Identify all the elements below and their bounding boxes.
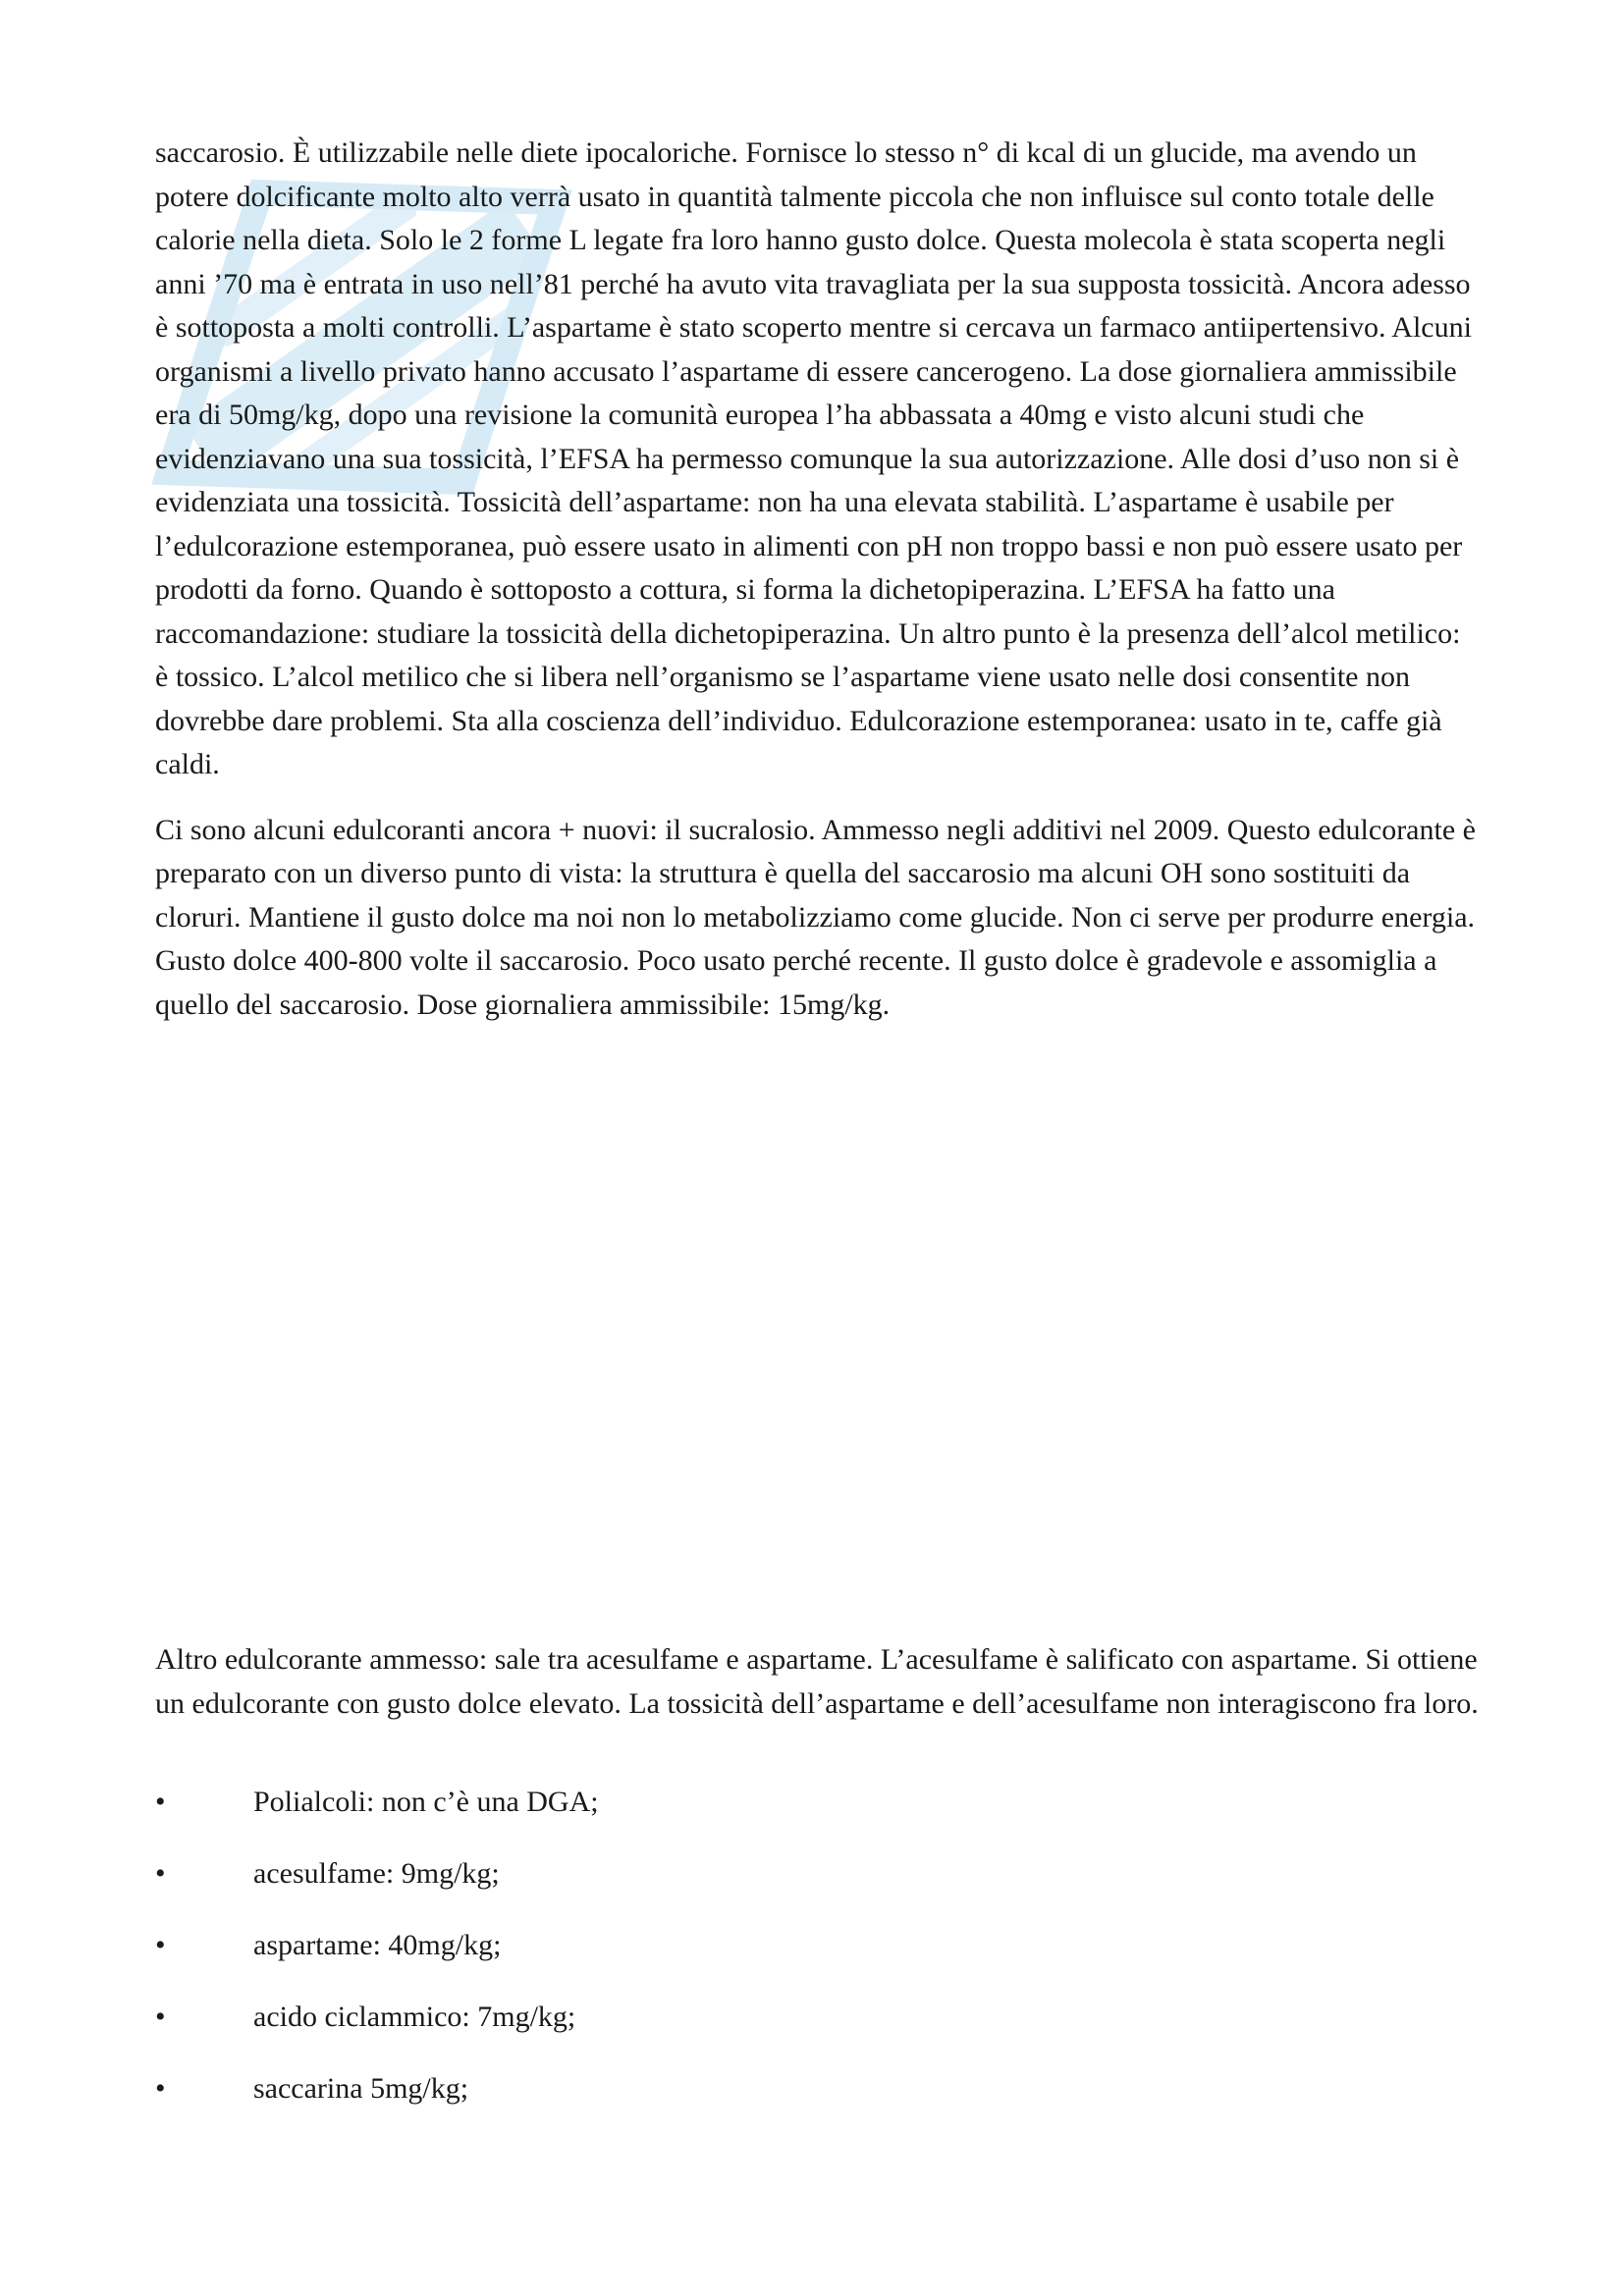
list-item: [155, 1924, 1481, 1967]
list-item-text: acido ciclammico: 7mg/kg;: [253, 2001, 576, 2033]
bullet: •: [155, 2072, 166, 2105]
paragraph-sucralosio: Ci sono alcuni edulcoranti ancora + nuovi: il sucralosio. Ammesso negli additivi nel 2009. Questo edulcorante è preparato con un diverso punto di vista: la struttura è quella del saccarosio ma alcuni OH sono sostituiti da cloruri. Mantiene il gusto dolce ma noi non lo metabolizziamo come glucide. Non ci serve per produrre energia. Gusto dolce 400-800 volte il saccarosio. Poco usato perché recente. Il gusto dolce è gradevole e assomiglia a quello del saccarosio. Dose giornaliera ammissibile: 15mg/kg.: [155, 813, 1476, 1021]
bullet: •: [155, 1929, 166, 1961]
paragraph-aspartame: saccarosio. È utilizzabile nelle diete ipocaloriche. Fornisce lo stesso n° di kcal di un glucide, ma avendo un potere dolcificante molto alto verrà usato in quantità talmente piccola che non influisce sul conto totale delle calorie nella dieta. Solo le 2 forme L legate fra loro hanno gusto dolce. Questa molecola è stata scoperta negli anni ’70 ma è entrata in uso nell’81 perché ha avuto vita travagliata per la sua supposta tossicità. Ancora adesso è sottoposta a molti controlli. L’aspartame è stato scoperto mentre si cercava un farmaco antiipertensivo. Alcuni organismi a livello privato hanno accusato l’aspartame di essere cancerogeno. La dose giornaliera ammissibile era di 50mg/kg, dopo una revisione la comunità europea l’ha abbassata a 40mg e visto alcuni studi che evidenziavano una sua tossicità, l’EFSA ha permesso comunque la sua autorizzazione. Alle dosi d’uso non si è evidenziata una tossicità. Tossicità dell’aspartame: non ha una elevata stabilità. L’aspartame è usabile per l’edulcorazione estemporanea, può essere usato in alimenti con pH non troppo bassi e non può essere usato per prodotti da forno. Quando è sottoposto a cottura, si forma la dichetopiperazina. L’EFSA ha fatto una raccomandazione: studiare la tossicità della dichetopiperazina. Un altro punto è la presenza dell’alcol metilico: è tossico. L’alcol metilico che si libera nell’organismo se l’aspartame viene usato nelle dosi consentite non dovrebbe dare problemi. Sta alla coscienza dell’individuo. Edulcorazione estemporanea: usato in te, caffe già caldi.: [155, 136, 1472, 780]
list-item: [155, 1852, 1481, 1896]
list-item-text: aspartame: 40mg/kg;: [253, 1929, 502, 1961]
dga-list: [155, 1781, 1481, 2139]
paragraph-acesulfame-aspartame: Altro edulcorante ammesso: sale tra acesulfame e aspartame. L’acesulfame è salificato con aspartame. Si ottiene un edulcorante con gusto dolce elevato. La tossicità dell’aspartame e dell’acesulfame non interagiscono fra loro.: [155, 1643, 1479, 1720]
list-item-text: saccarina 5mg/kg;: [253, 2072, 469, 2105]
document-page: [155, 132, 1481, 2105]
list-item: [155, 2067, 1481, 2110]
bullet: •: [155, 1786, 166, 1818]
bullet: •: [155, 2001, 166, 2033]
list-item: [155, 1781, 1481, 1824]
list-item-text: Polialcoli: non c’è una DGA;: [253, 1786, 599, 1818]
list-item: [155, 1996, 1481, 2039]
bullet: •: [155, 1857, 166, 1890]
list-item-text: acesulfame: 9mg/kg;: [253, 1857, 500, 1890]
